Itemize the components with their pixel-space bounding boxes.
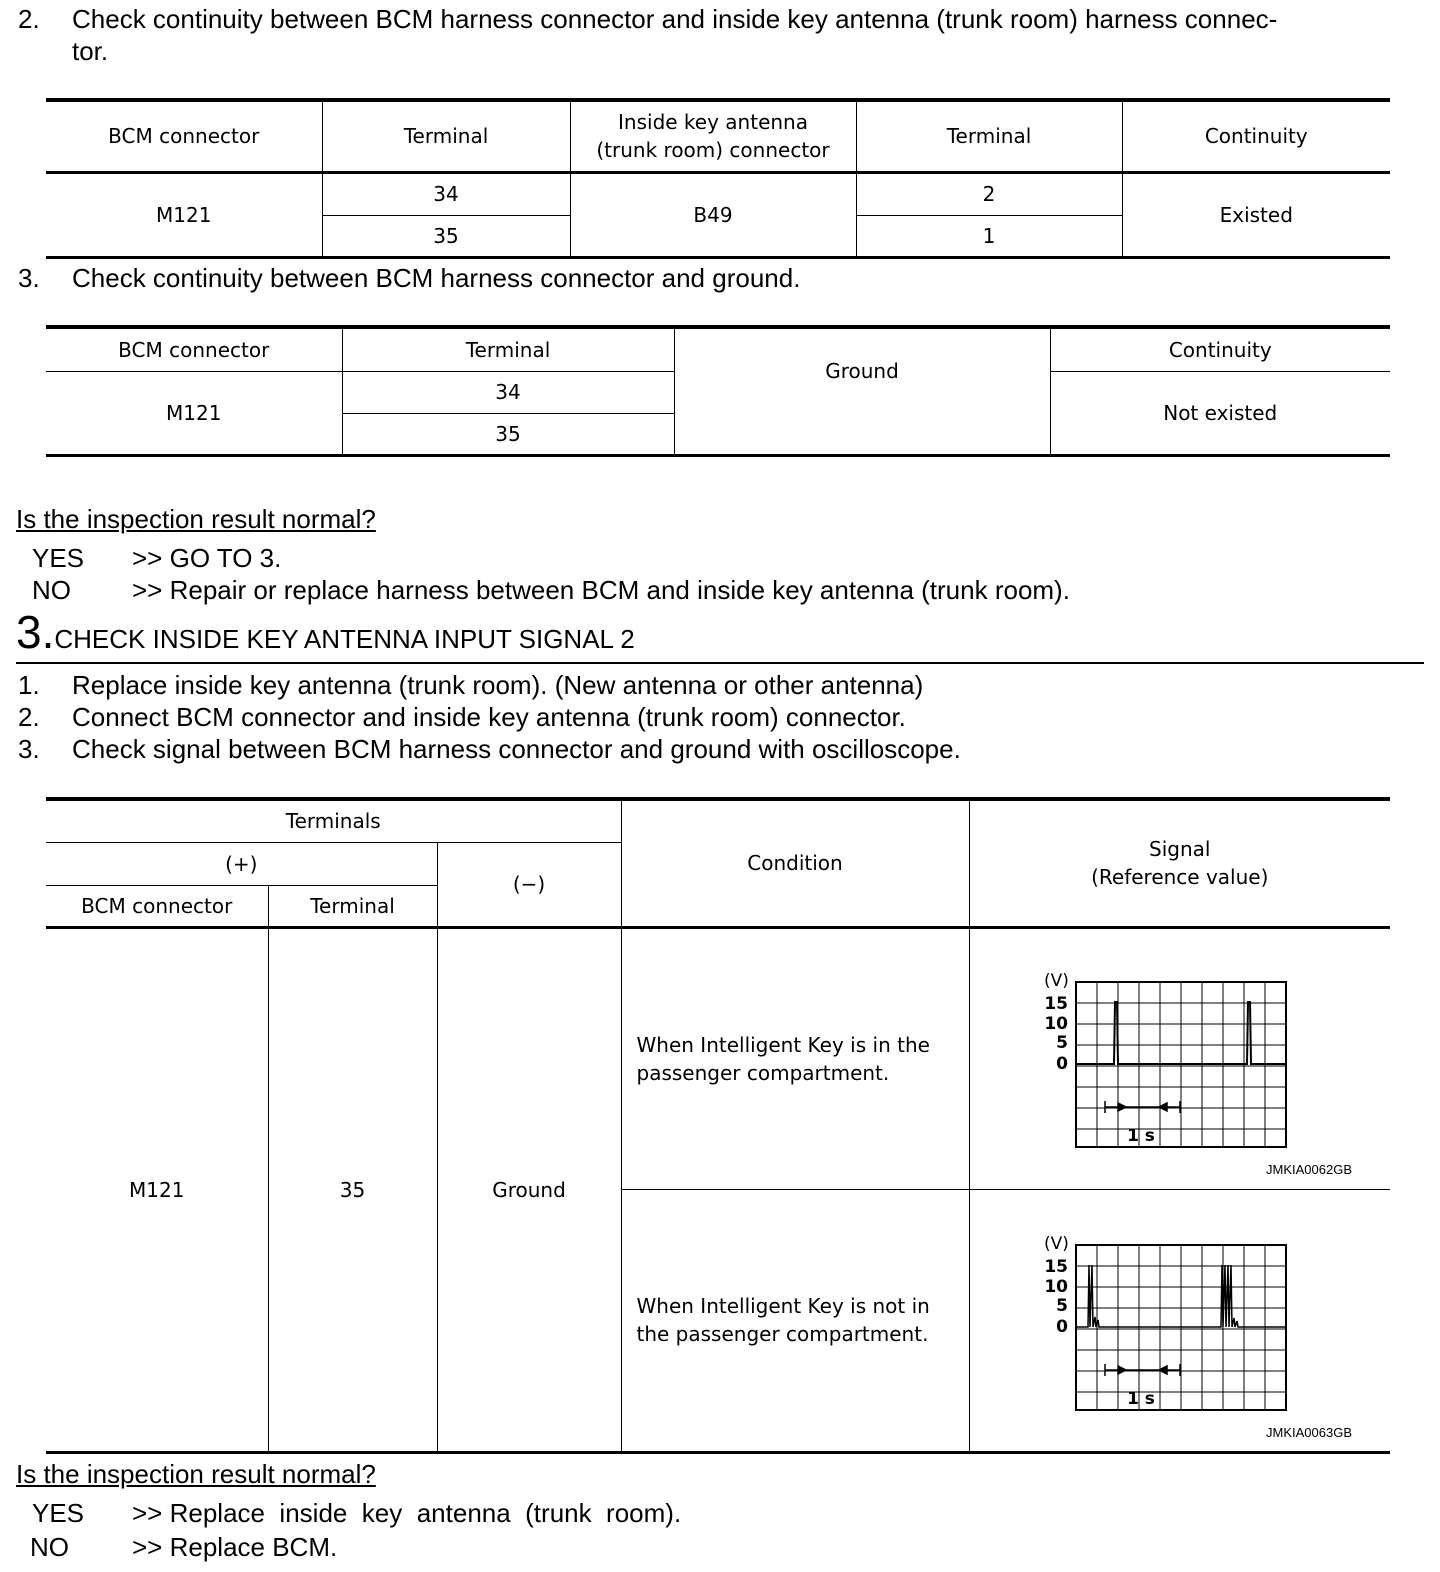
step-text: Connect BCM connector and inside key antenna (trunk room) connector.: [72, 702, 906, 732]
step-number: 2.: [18, 702, 40, 732]
step-text: Replace inside key antenna (trunk room). (New antenna or other antenna): [72, 670, 924, 700]
y-tick-label: 15: [1044, 994, 1068, 1014]
no-action: >> Repair or replace harness between BCM and inside key antenna (trunk room).: [132, 575, 1070, 605]
minus-header: (−): [437, 842, 621, 927]
oscilloscope-waveform-in-compartment: [1030, 965, 1390, 1180]
ground-cell: Ground: [437, 927, 621, 1452]
terminal-cell: 1: [856, 215, 1122, 257]
figure-code: JMKIA0062GB: [1266, 1162, 1352, 1177]
section-divider: [16, 662, 1424, 664]
col-header: BCM connector: [118, 337, 270, 362]
col-header: Continuity: [1122, 100, 1390, 172]
inspection-question: Is the inspection result normal?: [16, 1459, 376, 1489]
continuity-cell: Existed: [1122, 172, 1390, 257]
section-number: 3.: [16, 606, 55, 658]
terminal-cell: 35: [268, 927, 437, 1452]
continuity-table-antenna: [46, 98, 1390, 259]
y-tick-label: 5: [1056, 1296, 1068, 1316]
step-text-cont: tor.: [72, 36, 109, 66]
y-tick-label: 15: [1044, 1257, 1068, 1277]
oscilloscope-waveform-not-in-compartment: [1030, 1228, 1390, 1443]
yes-action: >> GO TO 3.: [132, 543, 282, 573]
terminal-cell: 34: [342, 371, 674, 413]
col-header: Continuity: [1050, 327, 1390, 371]
time-scale-label: 1 s: [1127, 1126, 1155, 1146]
terminal-header: Terminal: [268, 885, 437, 927]
time-scale-label: 1 s: [1127, 1389, 1155, 1409]
ground-cell: Ground: [674, 327, 1050, 413]
no-label: NO: [32, 575, 71, 605]
col-header: Inside key antenna (trunk room) connector: [570, 100, 856, 172]
connector-cell: M121: [156, 202, 212, 227]
no-action: >> Replace BCM.: [132, 1532, 338, 1562]
col-header: BCM connector: [108, 124, 260, 149]
step-number: 2.: [18, 4, 40, 34]
connector-cell: M121: [46, 371, 342, 455]
condition-cell: When Intelligent Key is in the passenger compartment.: [621, 927, 969, 1189]
yes-label: YES: [32, 543, 85, 573]
continuity-table-ground: [46, 325, 1390, 457]
connector-cell: M121: [129, 1177, 185, 1202]
step-number: 3.: [18, 263, 40, 293]
step-number: 3.: [18, 734, 40, 764]
y-tick-label: 5: [1056, 1033, 1068, 1053]
col-header: Terminal: [342, 327, 674, 371]
section-heading: [16, 605, 635, 659]
terminal-cell: 34: [322, 172, 570, 215]
col-header: Terminal: [322, 100, 570, 172]
axis-unit: (V): [1044, 1234, 1069, 1254]
terminals-header: Terminals: [285, 809, 381, 834]
condition-cell: When Intelligent Key is not in the passenger compartment.: [621, 1189, 969, 1452]
y-tick-label: 10: [1044, 1014, 1068, 1034]
section-title: CHECK INSIDE KEY ANTENNA INPUT SIGNAL 2: [54, 624, 635, 654]
plus-header: (+): [46, 842, 437, 885]
y-tick-label: 10: [1044, 1277, 1068, 1297]
bcm-connector-header: BCM connector: [46, 885, 268, 927]
connector-cell: B49: [570, 172, 856, 257]
continuity-cell: Not existed: [1050, 371, 1390, 455]
terminal-cell: 35: [322, 215, 570, 257]
condition-header: Condition: [621, 799, 969, 927]
ground-cell-lower: [674, 413, 1050, 455]
y-tick-label: 0: [1056, 1317, 1068, 1337]
step-text: Check continuity between BCM harness connector and ground.: [72, 263, 801, 293]
figure-code: JMKIA0063GB: [1266, 1425, 1352, 1440]
yes-action: >> Replace inside key antenna (trunk room).: [132, 1498, 682, 1528]
col-header: Terminal: [856, 100, 1122, 172]
y-tick-label: 0: [1056, 1054, 1068, 1074]
yes-label: YES: [32, 1498, 85, 1528]
step-text: Check continuity between BCM harness connector and inside key antenna (trunk room) harness connec-: [72, 4, 1278, 34]
step-text: Check signal between BCM harness connector and ground with oscilloscope.: [72, 734, 961, 764]
inspection-question: Is the inspection result normal?: [16, 504, 376, 534]
signal-header: Signal (Reference value): [969, 799, 1390, 927]
axis-unit: (V): [1044, 971, 1069, 991]
terminal-cell: 35: [342, 413, 674, 455]
terminal-cell: 2: [856, 172, 1122, 215]
step-number: 1.: [18, 670, 40, 700]
no-label: NO: [30, 1532, 69, 1562]
